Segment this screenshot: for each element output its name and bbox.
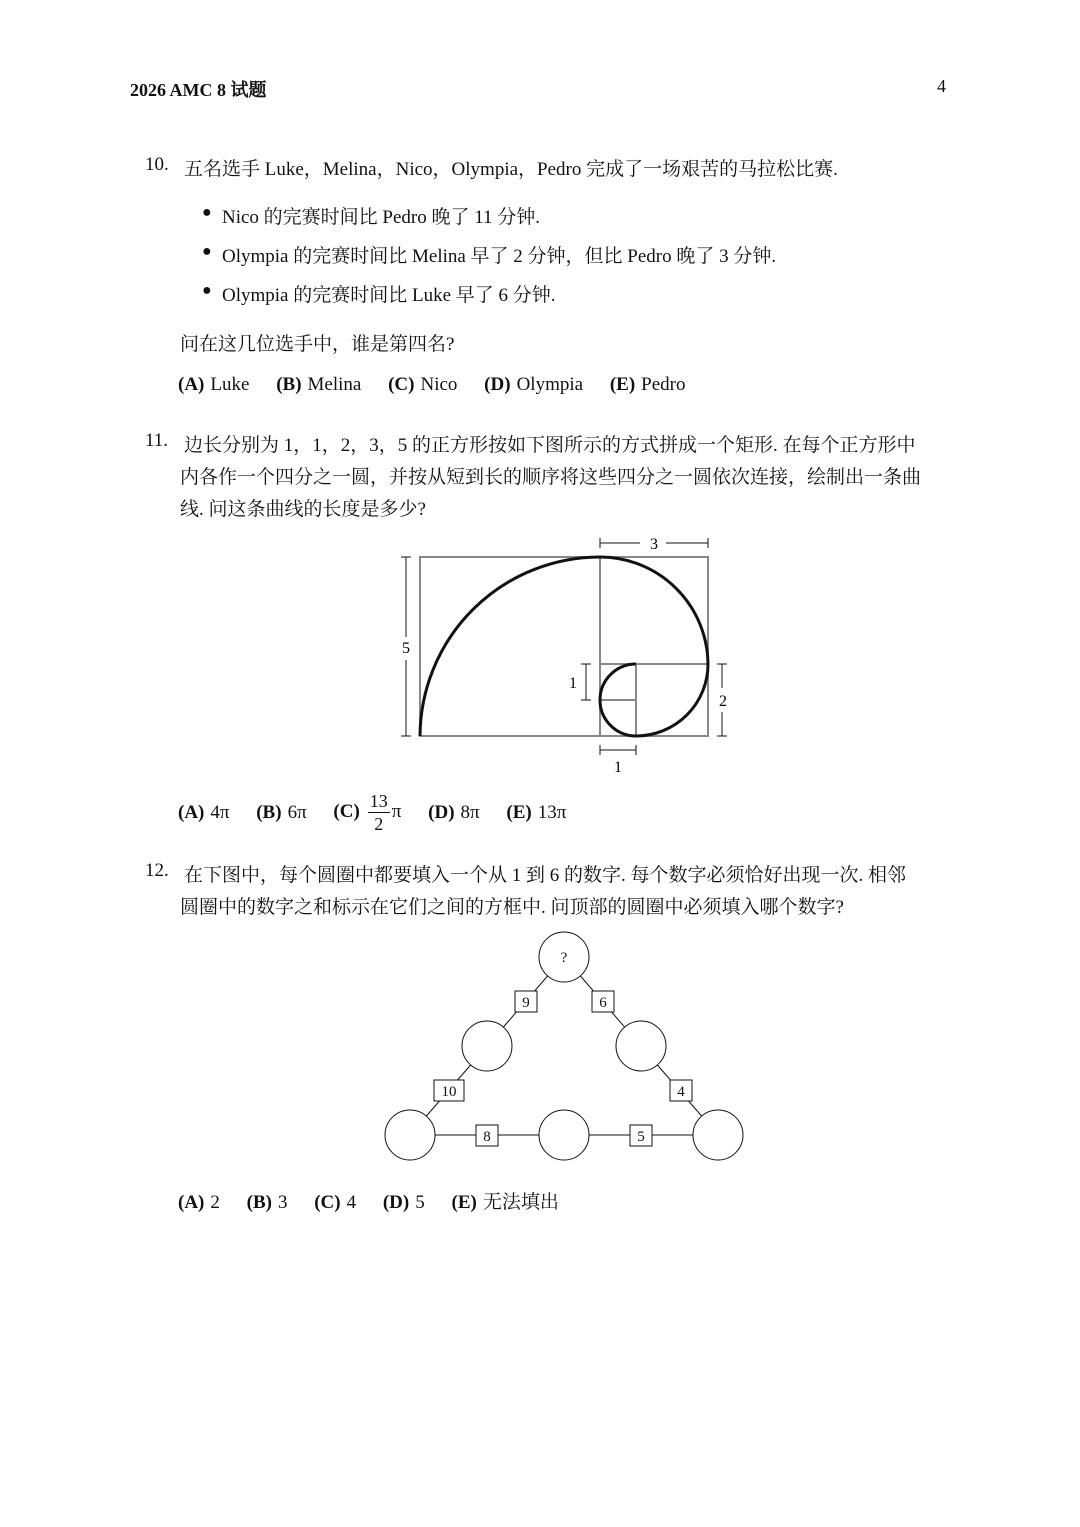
bullet-icon: ● — [202, 282, 212, 299]
dimension-label-left: 5 — [402, 640, 410, 657]
choice-b[interactable]: (B) 6π — [256, 801, 307, 823]
q10-bullet-2: Olympia 的完赛时间比 Melina 早了 2 分钟，但比 Pedro 晚了 3 分钟. — [222, 246, 777, 267]
choice-a[interactable]: (A) 4π — [178, 801, 230, 823]
dimension-label-top: 3 — [650, 536, 658, 553]
choice-a[interactable]: (A) 2 — [178, 1192, 220, 1213]
box-mid-left-label: 10 — [441, 1084, 457, 1100]
outer-rectangle — [420, 557, 708, 736]
circle-top-label: ? — [560, 950, 568, 966]
box-top-left-label: 9 — [522, 995, 530, 1011]
choice-c[interactable]: (C) 4 — [314, 1192, 357, 1213]
bullet-icon: ● — [202, 243, 212, 260]
q10-bullet-1: Nico 的完赛时间比 Pedro 晚了 11 分钟. — [222, 207, 541, 228]
page-number: 4 — [937, 76, 946, 96]
circle-bottom-left — [385, 1110, 435, 1160]
page-header-title: 2026 AMC 8 试题 — [130, 80, 267, 100]
spiral-curve — [420, 557, 708, 736]
q11-number: 11. — [145, 430, 169, 451]
choice-e[interactable]: (E) 无法填出 — [451, 1192, 559, 1213]
box-mid-right-label: 4 — [677, 1084, 685, 1100]
circle-bottom-middle — [539, 1110, 589, 1160]
q11-choices — [178, 792, 588, 833]
dimension-label-inner: 1 — [569, 675, 577, 692]
choice-d[interactable]: (D) 5 — [382, 1192, 425, 1213]
choice-b[interactable]: (B) 3 — [246, 1192, 288, 1213]
q11-line-3: 线. 问这条曲线的长度是多少? — [180, 499, 426, 520]
circle-bottom-right — [693, 1110, 743, 1160]
dimension-label-right: 2 — [719, 693, 727, 710]
q10-choices — [178, 374, 707, 396]
dimension-label-bottom: 1 — [614, 759, 622, 776]
circle-mid-left — [462, 1021, 512, 1071]
box-bottom-right-label: 5 — [637, 1129, 645, 1145]
q10-bullet-3: Olympia 的完赛时间比 Luke 早了 6 分钟. — [222, 285, 556, 306]
choice-c[interactable]: (C) $\frac{13}{2}$ π — [333, 791, 402, 834]
choice-e[interactable]: (E) 13π — [506, 801, 567, 823]
q11-line-1: 边长分别为 1，1，2，3，5 的正方形按如下图所示的方式拼成一个矩形. 在每个正方形中 — [184, 435, 916, 456]
choice-d[interactable]: (D) Olympia — [484, 374, 584, 395]
choice-c[interactable]: (C) Nico — [388, 374, 458, 395]
q12-choices — [178, 1187, 581, 1214]
fibonacci-spiral-figure — [380, 525, 760, 785]
q10-stem: 五名选手 Luke，Melina，Nico，Olympia，Pedro 完成了一场艰苦的马拉松比赛. — [184, 159, 838, 180]
choice-b[interactable]: (B) Melina — [276, 374, 362, 395]
bullet-icon: ● — [202, 204, 212, 221]
choice-a[interactable]: (A) Luke — [178, 374, 250, 395]
q12-line-2: 圆圈中的数字之和标示在它们之间的方框中. 问顶部的圆圈中必须填入哪个数字? — [180, 897, 844, 918]
box-bottom-left-label: 8 — [483, 1129, 491, 1145]
q11-line-2: 内各作一个四分之一圆，并按从短到长的顺序将这些四分之一圆依次连接，绘制出一条曲 — [180, 467, 922, 488]
q12-number: 12. — [145, 860, 169, 881]
box-top-right-label: 6 — [599, 995, 607, 1011]
fraction: $\frac{13}{2}$ — [369, 791, 388, 834]
circle-mid-right — [616, 1021, 666, 1071]
choice-d[interactable]: (D) 8π — [428, 801, 480, 823]
number-triangle-figure — [375, 925, 755, 1170]
q10-number: 10. — [145, 154, 169, 175]
choice-e[interactable]: (E) Pedro — [609, 374, 686, 395]
q12-line-1: 在下图中，每个圆圈中都要填入一个从 1 到 6 的数字. 每个数字必须恰好出现一次. 相邻 — [184, 865, 907, 886]
q10-question: 问在这几位选手中，谁是第四名? — [180, 334, 455, 355]
